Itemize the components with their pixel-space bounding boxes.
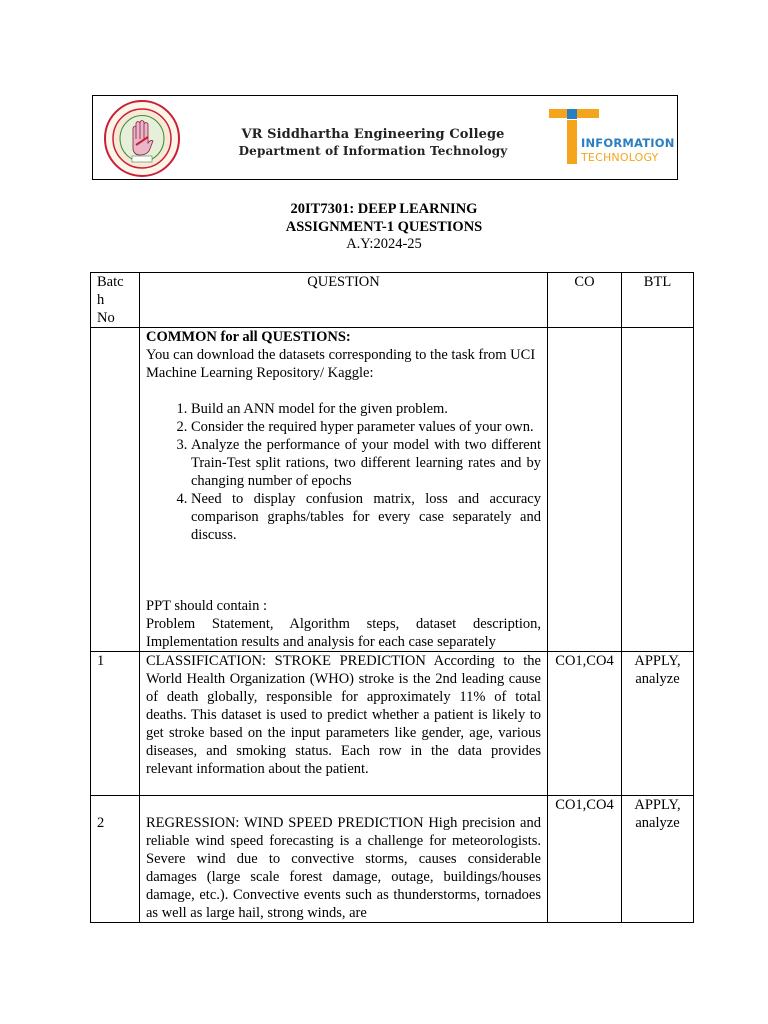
college-title-block — [203, 126, 543, 160]
btl-value: APPLY, analyze — [622, 796, 694, 923]
questions-table — [90, 272, 694, 923]
college-seal-logo — [103, 99, 181, 178]
common-batch-cell — [91, 328, 140, 652]
batch-number: 2 — [91, 796, 140, 923]
batch-number: 1 — [91, 652, 140, 796]
common-heading: COMMON for all QUESTIONS: — [146, 329, 351, 345]
college-name: VR Siddhartha Engineering College — [241, 127, 505, 142]
logo-technology-text: TECHNOLOGY — [581, 151, 659, 164]
ppt-contents: Problem Statement, Algorithm steps, dataset description, Implementation results and analysis for each case separately — [146, 616, 541, 650]
common-btl-cell — [622, 328, 694, 652]
department-name: Department of Information Technology — [238, 144, 508, 158]
logo-information-text: INFORMATION — [581, 136, 675, 150]
btl-value: APPLY, analyze — [622, 652, 694, 796]
header-co: CO — [548, 273, 622, 328]
academic-year: A.Y:2024-25 — [346, 236, 422, 252]
common-co-cell — [548, 328, 622, 652]
co-value: CO1,CO4 — [548, 796, 622, 923]
task-item: 3. Analyze the performance of your model with two different Train-Test split rations, two different learning rates and by changing number of epochs — [191, 436, 541, 490]
document-title-block — [0, 201, 768, 254]
logo-t-stem — [567, 120, 577, 164]
header-btl: BTL — [622, 273, 694, 328]
co-value: CO1,CO4 — [548, 652, 622, 796]
table-row — [91, 652, 694, 796]
assignment-title: ASSIGNMENT-1 QUESTIONS — [285, 218, 483, 235]
header-question: QUESTION — [140, 273, 548, 328]
header-batch-no: Batc h No — [91, 273, 140, 328]
common-instructions-row — [91, 328, 694, 652]
table-row — [91, 796, 694, 923]
question-text: REGRESSION: WIND SPEED PREDICTION High precision and reliable wind speed forecasting is a challenge for meteorologists. Severe wind due to convective storms, causes considerable damages (large scale forest damage, outage, buildings/houses damage, etc.). Convective events such as thunderstorms, tornadoes as well as large hail, strong winds, are — [140, 796, 548, 923]
common-intro: You can download the datasets corresponding to the task from UCI Machine Learning Repository/ Kaggle: — [146, 347, 536, 381]
question-text: CLASSIFICATION: STROKE PREDICTION According to the World Health Organization (WHO) stroke is the 2nd leading cause of death globally, responsible for approximately 11% of total deaths. This dataset is used to predict whether a patient is likely to get stroke based on the input parameters like gender, age, various diseases, and smoking status. Each row in the data provides relevant information about the patient. — [140, 652, 548, 796]
course-title: 20IT7301: DEEP LEARNING — [290, 201, 478, 217]
common-question-cell — [140, 328, 548, 652]
task-item: 4. Need to display confusion matrix, loss and accuracy comparison graphs/tables for every case separately and discuss. — [191, 490, 541, 544]
task-item: 1. Build an ANN model for the given problem. — [191, 400, 541, 418]
task-list — [146, 400, 541, 544]
ppt-heading: PPT should contain : — [146, 598, 267, 614]
college-header-banner — [92, 95, 678, 180]
logo-t-square — [567, 109, 577, 119]
task-item: 2. Consider the required hyper parameter values of your own. — [191, 418, 541, 436]
table-header-row — [91, 273, 694, 328]
it-department-logo — [547, 107, 677, 169]
